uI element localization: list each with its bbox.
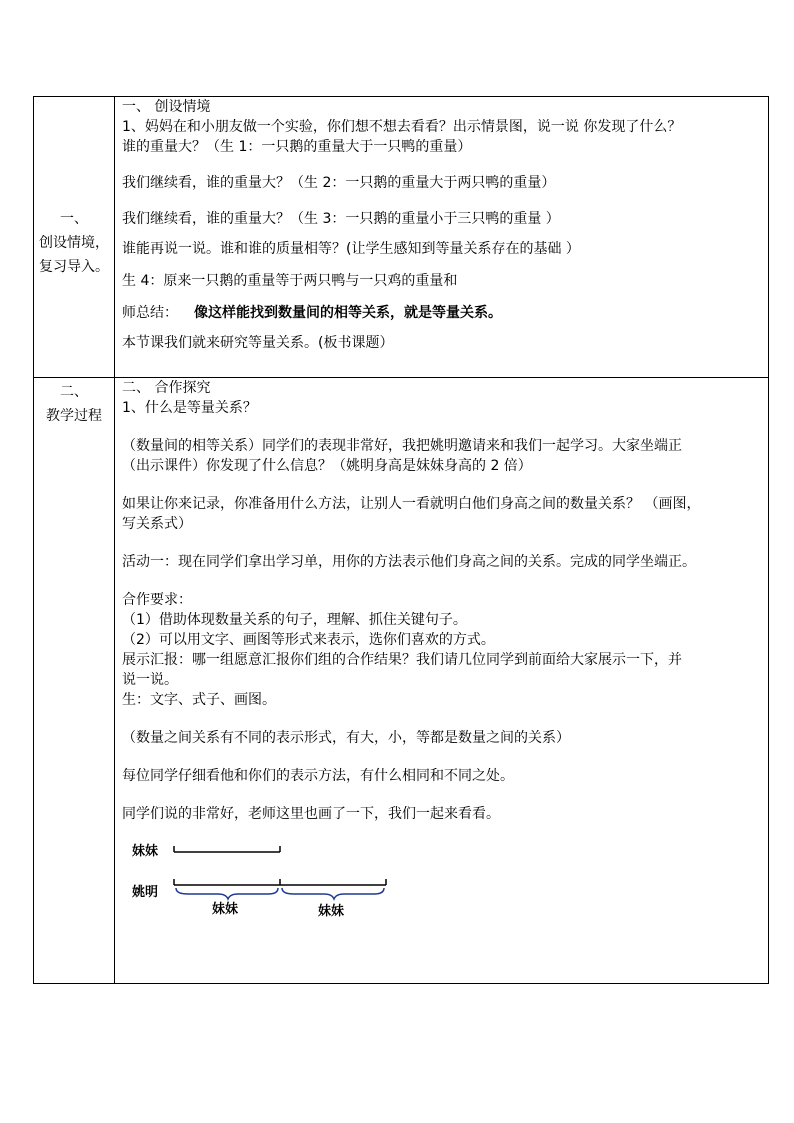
paragraph: 同学们说的非常好，老师这里也画了一下，我们一起来看看。 bbox=[122, 806, 500, 822]
lesson-plan-table bbox=[33, 96, 769, 984]
section-1-content bbox=[115, 97, 769, 378]
brace-label-right: 妹妹 bbox=[318, 904, 345, 919]
paragraph: 1、什么是等量关系？ bbox=[122, 400, 257, 416]
brace-right bbox=[282, 888, 384, 899]
section-1-label-line: 创设情境， bbox=[39, 235, 109, 251]
paragraph: 1、妈妈在和小朋友做一个实验，你们想不想去看看？出示情景图，说一说 你发现了什么？ bbox=[122, 119, 682, 135]
section-2-label-cell bbox=[34, 378, 115, 984]
paragraph: （2）可以用文字、画图等形式来表示，选你们喜欢的方式。 bbox=[122, 632, 495, 648]
paragraph: 本节课我们就来研究等量关系。(板书课题） bbox=[122, 335, 394, 351]
diagram-label-yaoming: 姚明 bbox=[132, 885, 159, 900]
section-1-row bbox=[34, 97, 769, 378]
section-1-label-line: 复习导入。 bbox=[39, 259, 109, 275]
summary-bold-text: 像这样能找到数量间的相等关系，就是等量关系。 bbox=[194, 305, 502, 321]
paragraph: 如果让你来记录，你准备用什么方法，让别人一看就明白他们身高之间的数量关系？ （画图， bbox=[122, 496, 701, 512]
paragraph: 活动一：现在同学们拿出学习单，用你的方法表示他们身高之间的关系。完成的同学坐端正。 bbox=[122, 554, 696, 570]
paragraph: 展示汇报：哪一组愿意汇报你们组的合作结果？我们请几位同学到前面给大家展示一下，并 bbox=[122, 652, 682, 668]
summary-paragraph bbox=[122, 303, 762, 323]
paragraph: 谁的重量大？（生 1：一只鹅的重量大于一只鸭的重量） bbox=[122, 139, 472, 155]
paragraph: （出示课件）你发现了什么信息？（姚明身高是妹妹身高的 2 倍） bbox=[122, 458, 532, 474]
height-diagram bbox=[122, 838, 422, 930]
paragraph: 说一说。 bbox=[122, 672, 178, 688]
sister-segment bbox=[174, 846, 280, 852]
section-1-label-line: 一、 bbox=[60, 211, 88, 227]
brace-left bbox=[176, 888, 278, 899]
section-1-label-cell bbox=[34, 97, 115, 378]
section-2-label-line: 二、 bbox=[60, 384, 88, 400]
summary-lead: 师总结： bbox=[122, 305, 178, 321]
paragraph: （1）借助体现数量关系的句子，理解、抓住关键句子。 bbox=[122, 612, 467, 628]
section-2-heading: 二、 合作探究 bbox=[122, 380, 211, 396]
paragraph: 每位同学仔细看他和你们的表示方法，有什么相同和不同之处。 bbox=[122, 768, 514, 784]
paragraph: （数量间的相等关系）同学们的表现非常好，我把姚明邀请来和我们一起学习。大家坐端正 bbox=[122, 438, 682, 454]
brace-label-left: 妹妹 bbox=[212, 902, 239, 917]
diagram-label-sister: 妹妹 bbox=[132, 844, 159, 859]
paragraph: 生：文字、式子、画图。 bbox=[122, 692, 276, 708]
section-1-heading: 一、 创设情境 bbox=[122, 99, 211, 115]
paragraph: 我们继续看，谁的重量大？（生 3：一只鹅的重量小于三只鸭的重量 ） bbox=[122, 211, 560, 227]
paragraph: 谁能再说一说。谁和谁的质量相等？(让学生感知到等量关系存在的基础 ） bbox=[122, 241, 580, 257]
paragraph: 写关系式） bbox=[122, 516, 192, 532]
section-2-content bbox=[115, 378, 769, 984]
yaoming-segment bbox=[174, 879, 386, 885]
section-2-row bbox=[34, 378, 769, 984]
paragraph: 生 4：原来一只鹅的重量等于两只鸭与一只鸡的重量和 bbox=[122, 273, 458, 289]
paragraph: 合作要求： bbox=[122, 592, 192, 608]
section-2-label-line: 教学过程 bbox=[46, 408, 102, 424]
paragraph: （数量之间关系有不同的表示形式，有大，小，等都是数量之间的关系） bbox=[122, 730, 570, 746]
paragraph: 我们继续看，谁的重量大？（生 2：一只鹅的重量大于两只鸭的重量） bbox=[122, 175, 556, 191]
diagram-graphics bbox=[122, 838, 422, 930]
